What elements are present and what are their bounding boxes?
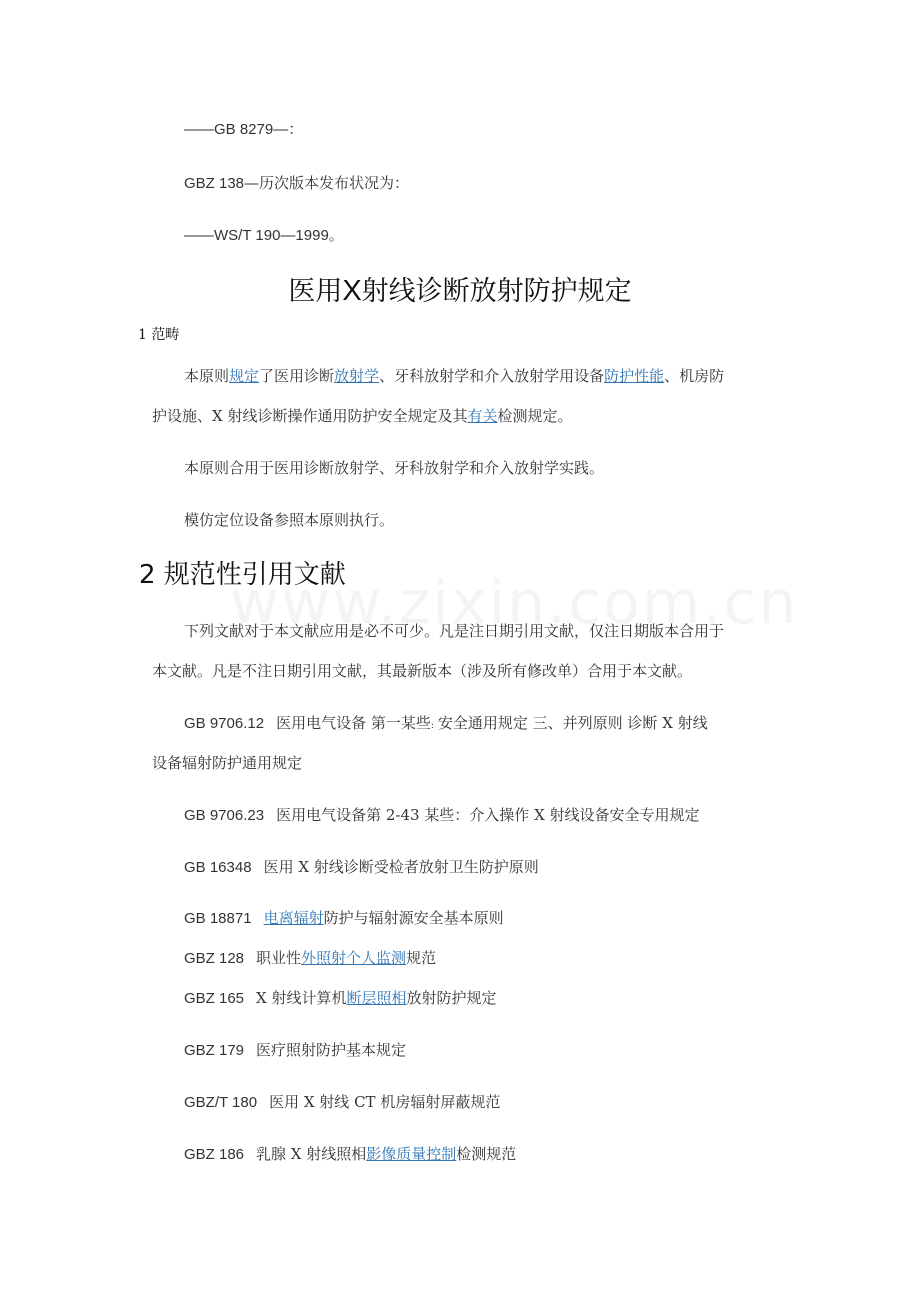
scope-text-d: 、机房防: [664, 367, 725, 385]
ref-text: 防护与辐射源安全基本原则: [323, 909, 504, 927]
ref-text: 医用电气设备 第一某些: [276, 714, 431, 732]
scope-text-b: 了医用诊断: [259, 367, 335, 385]
ref-code: GBZ 179: [184, 1042, 245, 1059]
scope-paragraph-line2: [152, 406, 572, 426]
ref-code: GBZ 165: [184, 990, 245, 1007]
scope-simulation: 模仿定位设备参照本原则执行。: [184, 511, 395, 529]
ref-gbz179: [184, 1040, 406, 1061]
ref-gbzt180: [184, 1092, 500, 1113]
ref-text: 医用电气设备第 2-43 某些：介入操作 X 射线设备安全专用规定: [276, 806, 700, 824]
ref-text: 医用 X 射线 CT 机房辐射屏蔽规范: [269, 1093, 501, 1111]
link-protection-performance[interactable]: 防护性能: [604, 367, 665, 385]
ref-text-a: X 射线计算机: [256, 989, 347, 1007]
history-line-wst190: ——WS/T 190—1999。: [184, 227, 344, 244]
scope-applicability: 本原则合用于医用诊断放射学、牙科放射学和介入放射学实践。: [184, 459, 605, 477]
history-code: GBZ 138: [184, 175, 245, 192]
ref-text: 医用 X 射线诊断受检者放射卫生防护原则: [263, 858, 539, 876]
title-x: X: [342, 275, 362, 307]
scope-paragraph-line1: [184, 366, 724, 386]
link-image-quality-control[interactable]: 影像质量控制: [366, 1145, 457, 1163]
scope-text-line2a: 护设施、X 射线诊断操作通用防护安全规定及其: [152, 407, 468, 425]
scope-text-c: 、牙科放射学和介入放射学用设备: [379, 367, 605, 385]
page-title: [0, 272, 920, 311]
link-radiology[interactable]: 放射学: [334, 367, 380, 385]
title-rest: 射线诊断放射防护规定: [361, 276, 632, 307]
ref-gbz186: [184, 1144, 516, 1165]
refs-intro-line1: 下列文献对于本文献应用是必不可少。凡是注日期引用文献，仅注日期版本合用于: [184, 622, 725, 640]
link-guiding[interactable]: 规定: [229, 367, 260, 385]
history-line-gb8279: ——GB 8279—：: [184, 121, 304, 138]
ref-code: GBZ/T 180: [184, 1094, 258, 1111]
history-text: —历次版本发布状况为：: [244, 174, 410, 192]
refs-intro-line2: 本文献。凡是不注日期引用文献，其最新版本（涉及所有修改单）合用于本文献。: [152, 662, 693, 680]
ref-text-b: 规范: [406, 949, 437, 967]
link-tomography[interactable]: 断层照相: [346, 989, 407, 1007]
ref-gb16348: [184, 857, 539, 878]
link-related[interactable]: 有关: [467, 407, 498, 425]
ref-code: GB 18871: [184, 910, 252, 927]
ref-gbz128: [184, 948, 436, 969]
link-ionizing-radiation[interactable]: 电离辐射: [263, 909, 324, 927]
ref-text-b: 放射防护规定: [406, 989, 497, 1007]
ref-text-b: 检测规范: [456, 1145, 517, 1163]
ref-code: GB 9706.12: [184, 715, 265, 732]
ref-code: GBZ 186: [184, 1146, 245, 1163]
link-personal-monitoring[interactable]: 外照射个人监测: [301, 949, 407, 967]
scope-text-a: 本原则: [184, 367, 230, 385]
ref-gb9706-12-line2: 设备辐射防护通用规定: [152, 754, 303, 772]
title-prefix: 医用: [288, 276, 343, 307]
ref-code: GBZ 128: [184, 950, 245, 967]
history-line-gbz138: [184, 173, 409, 194]
scope-text-line2b: 检测规定。: [497, 407, 573, 425]
ref-gb18871: [184, 908, 504, 929]
section1-heading: 1 范畴: [138, 327, 180, 343]
section2-heading: 2 规范性引用文献: [139, 560, 346, 590]
ref-text-2: 安全通用规定 三、并列原则 诊断 X 射线: [437, 714, 708, 732]
ref-gb9706-23: [184, 805, 700, 826]
ref-gbz165: [184, 988, 497, 1009]
ref-text: 医疗照射防护基本规定: [256, 1041, 407, 1059]
ref-gb9706-12: GB 9706.12 医用电气设备 第一某些: 安全通用规定 三、并列原则 诊断 X 射线: [184, 714, 708, 732]
ref-text-a: 职业性: [256, 949, 302, 967]
ref-code: GB 16348: [184, 859, 252, 876]
ref-code: GB 9706.23: [184, 807, 265, 824]
ref-text-a: 乳腺 X 射线照相: [256, 1145, 367, 1163]
